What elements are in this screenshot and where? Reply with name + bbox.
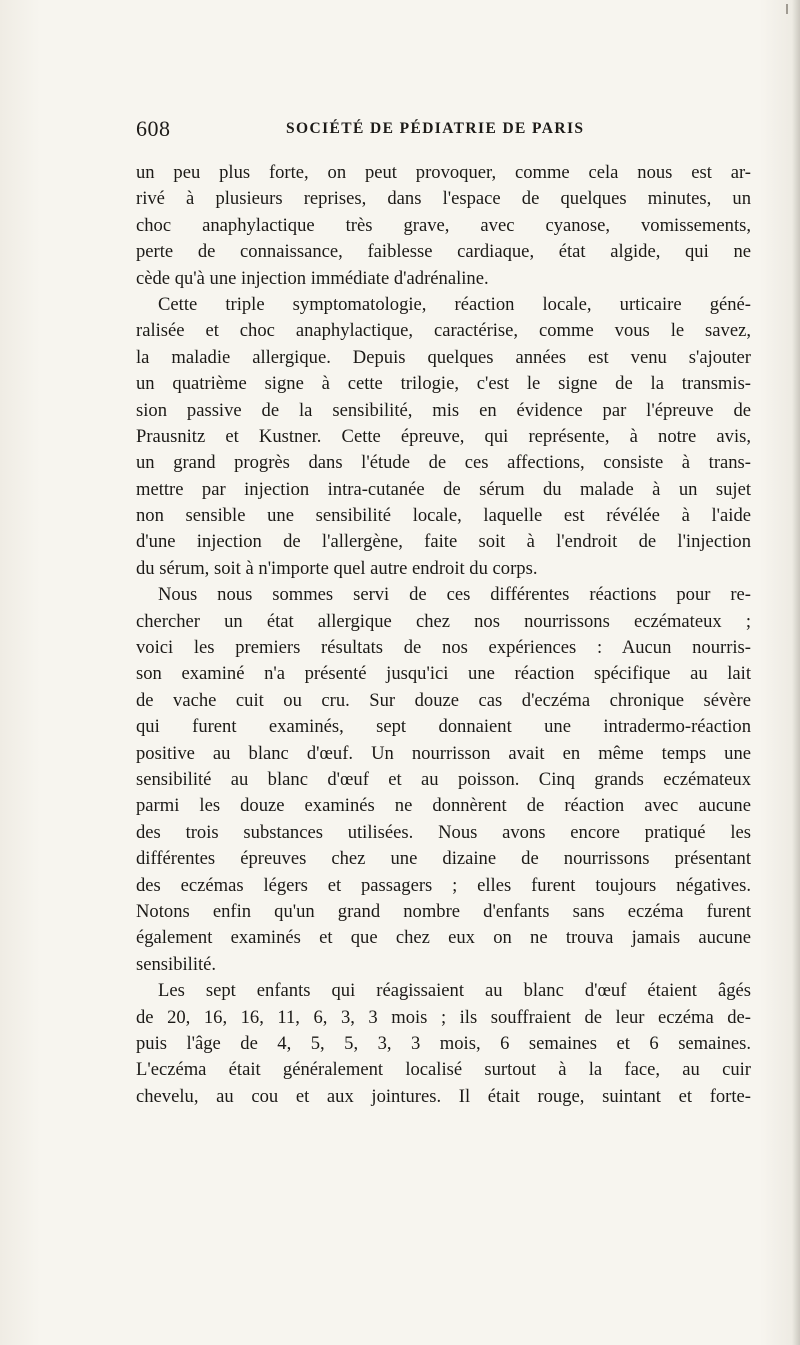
text-line: du sérum, soit à n'importe quel autre endroit du corps. bbox=[136, 557, 538, 579]
text-line: Les sept enfants qui réagissaient au blanc d'œuf étaient âgés bbox=[158, 980, 751, 1002]
text-line: Prausnitz et Kustner. Cette épreuve, qui représente, à notre avis, bbox=[136, 425, 751, 447]
text-line: Cette triple symptomatologie, réaction locale, urticaire géné- bbox=[158, 293, 751, 315]
text-line: sensibilité. bbox=[136, 953, 217, 975]
text-line: chevelu, au cou et aux jointures. Il était rouge, suintant et forte- bbox=[136, 1085, 751, 1107]
text-line: choc anaphylactique très grave, avec cyanose, vomissements, bbox=[136, 214, 751, 236]
text-line: rivé à plusieurs reprises, dans l'espace de quelques minutes, un bbox=[136, 188, 751, 210]
page-number: 608 bbox=[136, 116, 171, 141]
text-line: parmi les douze examinés ne donnèrent de réaction avec aucune bbox=[136, 795, 751, 817]
text-line: Nous nous sommes servi de ces différentes réactions pour re- bbox=[158, 584, 751, 606]
page-edge-shadow bbox=[792, 0, 800, 1345]
text-line: des eczémas légers et passagers ; elles furent toujours négatives. bbox=[136, 874, 751, 896]
text-line: mettre par injection intra-cutanée de sérum du malade à un sujet bbox=[136, 478, 751, 500]
text-line: Notons enfin qu'un grand nombre d'enfants sans eczéma furent bbox=[136, 900, 751, 922]
text-line: un peu plus forte, on peut provoquer, comme cela nous est ar- bbox=[136, 162, 751, 183]
text-line: la maladie allergique. Depuis quelques années est venu s'ajouter bbox=[136, 346, 751, 368]
text-line: cède qu'à une injection immédiate d'adrénaline. bbox=[136, 267, 489, 289]
text-line: de vache cuit ou cru. Sur douze cas d'eczéma chronique sévère bbox=[136, 689, 751, 711]
text-line: ralisée et choc anaphylactique, caractérise, comme vous le savez, bbox=[136, 320, 751, 342]
page-header bbox=[136, 114, 750, 144]
text-line: différentes épreuves chez une dizaine de nourrissons présentant bbox=[136, 848, 751, 870]
text-line: un quatrième signe à cette trilogie, c'est le signe de la transmis- bbox=[136, 373, 751, 395]
running-title: SOCIÉTÉ DE PÉDIATRIE DE PARIS bbox=[286, 120, 585, 137]
body-text bbox=[136, 160, 751, 1110]
text-line: d'une injection de l'allergène, faite soit à l'endroit de l'injection bbox=[136, 531, 751, 553]
text-line: qui furent examinés, sept donnaient une intradermo-réaction bbox=[136, 716, 751, 738]
text-line: perte de connaissance, faiblesse cardiaque, état algide, qui ne bbox=[136, 241, 751, 263]
text-line: non sensible une sensibilité locale, laquelle est révélée à l'aide bbox=[136, 505, 751, 527]
text-line: positive au blanc d'œuf. Un nourrisson avait en même temps une bbox=[136, 742, 751, 764]
text-line: son examiné n'a présenté jusqu'ici une réaction spécifique au lait bbox=[136, 663, 751, 685]
text-line: L'eczéma était généralement localisé surtout à la face, au cuir bbox=[136, 1059, 751, 1081]
text-line: des trois substances utilisées. Nous avons encore pratiqué les bbox=[136, 821, 751, 843]
text-line: voici les premiers résultats de nos expériences : Aucun nourris- bbox=[136, 637, 751, 659]
text-line: également examinés et que chez eux on ne trouva jamais aucune bbox=[136, 927, 751, 949]
text-line: sensibilité au blanc d'œuf et au poisson. Cinq grands eczémateux bbox=[136, 768, 751, 790]
edge-mark bbox=[786, 4, 788, 14]
text-line: un grand progrès dans l'étude de ces affections, consiste à trans- bbox=[136, 452, 751, 474]
text-line: puis l'âge de 4, 5, 5, 3, 3 mois, 6 semaines et 6 semaines. bbox=[136, 1032, 751, 1054]
text-line: de 20, 16, 16, 11, 6, 3, 3 mois ; ils souffraient de leur eczéma de- bbox=[136, 1006, 751, 1028]
text-line: chercher un état allergique chez nos nourrissons eczémateux ; bbox=[136, 610, 751, 632]
text-line: sion passive de la sensibilité, mis en évidence par l'épreuve de bbox=[136, 399, 751, 421]
